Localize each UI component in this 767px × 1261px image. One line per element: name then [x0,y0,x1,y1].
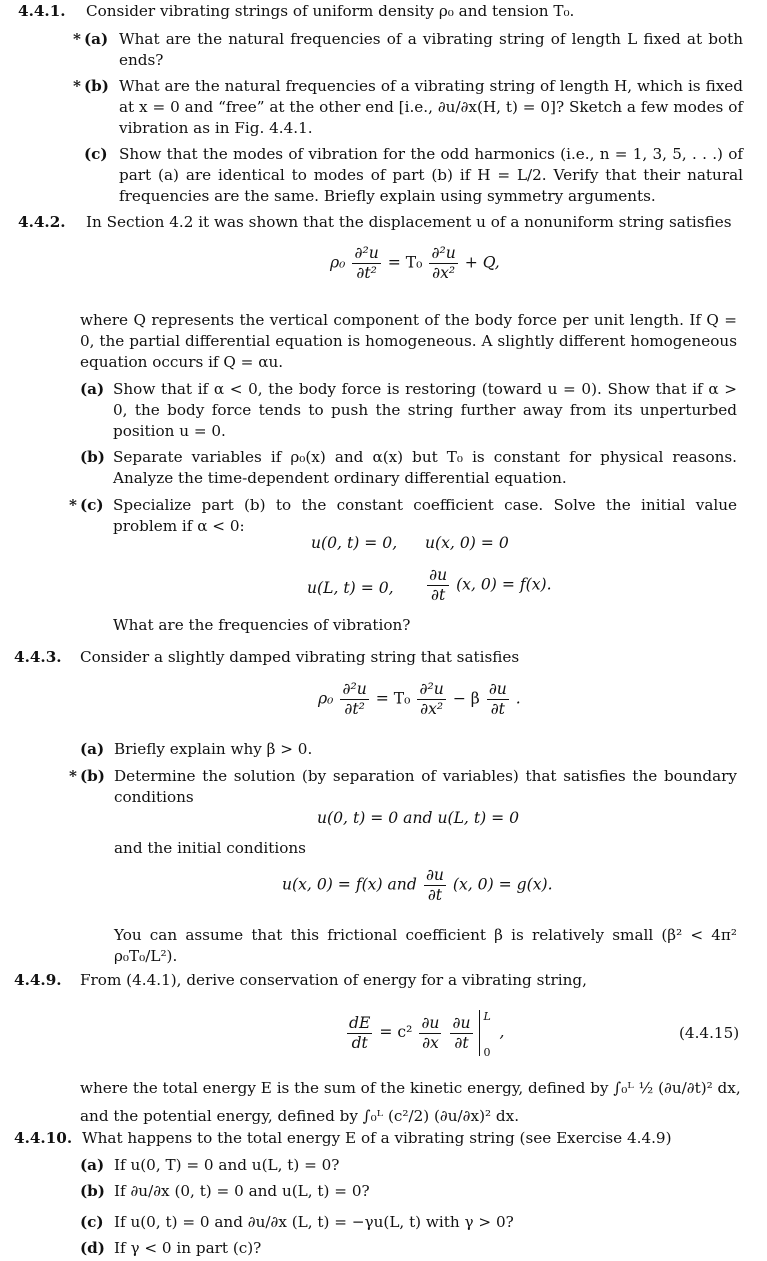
part-c-text: Specialize part (b) to the constant coefficient case. Solve the initial value problem if α < 0: [113,496,737,535]
damped-wave-equation: ρ₀ $\frac{\text{∂²u}}{\text{∂t²}}$ = T₀ $\frac{\text{∂²u}}{\text{∂x²}}$ − β $\frac{\partial u}{\partial t}$ . [318,680,521,718]
part-label: (a) [80,740,105,758]
part-a-text: What are the natural frequencies of a vibrating string of length L fixed at both ends? [119,30,743,69]
paragraph: and the potential energy, defined by ∫₀ᴸ (c²/2) (∂u/∂x)² dx. [80,1107,520,1125]
part-b-text: Separate variables if ρ₀(x) and α(x) but T₀ is constant for physical reasons. Analyze the time-dependent ordinary differential equation. [113,448,737,487]
part-label: (d) [80,1239,105,1257]
star-marker: * [69,496,77,514]
fraction: $\frac{\partial u}{\partial x}$ [421,1013,440,1052]
paragraph: and the initial conditions [114,839,306,857]
paragraph: What are the frequencies of vibration? [113,616,411,634]
initial-condition: u(x, 0) = 0 [425,534,509,552]
part-label: (b) [80,767,105,785]
part-label: (c) [84,145,108,163]
paragraph: where Q represents the vertical component of the body force per unit length. If Q = 0, the partial differential equation is homogeneous. A slightly different homogeneous equation occurs if Q = αu. [80,311,737,371]
exercise-intro: From (4.4.1), derive conservation of energy for a vibrating string, [80,971,587,989]
part-label: (a) [80,380,105,398]
boundary-condition: u(L, t) = 0, [307,579,394,597]
fraction: $\frac{\partial u}{\partial t}$ [452,1013,471,1052]
exercise-number: 4.4.1. [18,2,66,20]
fraction: $\frac{\partial u}{\partial t}$ [425,866,444,904]
exercise-intro: In Section 4.2 it was shown that the displacement u of a nonuniform string satisfies [86,213,732,231]
part-a-text: If u(0, T) = 0 and u(L, t) = 0? [114,1156,340,1174]
star-marker: * [73,77,81,95]
part-d-text: If γ < 0 in part (c)? [114,1239,262,1257]
equals: = T₀ [387,253,423,272]
equation-tail: + Q, [464,253,500,272]
fraction: $\frac{\text{∂²u}}{\text{∂t²}}$ [354,244,379,282]
energy-equation: $\frac{dE}{dt}$ = c² $\frac{\partial u}{\partial x}$ $\frac{\partial u}{\partial t}$ L 0 , [349,1010,505,1059]
part-label: (c) [80,1213,104,1231]
part-label: (b) [80,1182,105,1200]
star-marker: * [73,30,81,48]
exercise-number: 4.4.2. [18,213,66,231]
part-label: (a) [84,30,109,48]
star-marker: * [69,767,77,785]
fraction: $\frac{\text{∂²u}}{\text{∂x²}}$ [431,244,456,282]
exercise-number: 4.4.3. [14,648,62,666]
part-b-text: Determine the solution (by separation of variables) that satisfies the boundary conditions [114,767,737,806]
exercise-number: 4.4.10. [14,1129,73,1147]
wave-equation [330,244,500,283]
part-label: (b) [84,77,109,95]
exercise-intro: Consider vibrating strings of uniform density ρ₀ and tension T₀. [86,2,575,20]
fraction: $\frac{\partial u}{\partial t}$ [429,566,448,604]
exercise-number: 4.4.9. [14,971,62,989]
part-label: (b) [80,448,105,466]
part-b-text: What are the natural frequencies of a vibrating string of length H, which is fixed at x = 0 and “free” at the other end [i.e., ∂u/∂x(H, t) = 0]? Sketch a few modes of vibration as in Fig. 4.4.1. [119,77,743,137]
fraction: $\frac{\text{∂²u}}{\text{∂t²}}$ [342,680,367,718]
part-label: (a) [80,1156,105,1174]
exercise-intro: What happens to the total energy E of a vibrating string (see Exercise 4.4.9) [82,1129,672,1147]
exercise-intro: Consider a slightly damped vibrating string that satisfies [80,648,520,666]
initial-condition: $\frac{\partial u}{\partial t}$ (x, 0) = f(x). [429,566,552,604]
fraction: $\frac{dE}{dt}$ [349,1013,371,1052]
part-c-text: Show that the modes of vibration for the odd harmonics (i.e., n = 1, 3, 5, . . .) of part (a) are identical to modes of part (b) if H = L/2. Verify that their natural frequencies are the same. Briefly explain using symmetry arguments. [119,145,743,205]
part-a-text: Briefly explain why β > 0. [114,740,313,758]
initial-conditions: u(x, 0) = f(x) and $\frac{\partial u}{\partial t}$ (x, 0) = g(x). [282,866,553,904]
part-c-text: If u(0, t) = 0 and ∂u/∂x (L, t) = −γu(L, t) with γ > 0? [114,1213,514,1231]
equation-number: (4.4.15) [679,1024,740,1042]
part-a-text: Show that if α < 0, the body force is restoring (toward u = 0). Show that if α > 0, the body force tends to push the string further away from its unperturbed position u = 0. [113,380,737,440]
paragraph: where the total energy E is the sum of the kinetic energy, defined by ∫₀ᴸ ½ (∂u/∂t)² dx, [80,1079,741,1097]
boundary-conditions: u(0, t) = 0 and u(L, t) = 0 [317,809,520,827]
boundary-condition: u(0, t) = 0, [311,534,398,552]
fraction: $\frac{\partial u}{\partial t}$ [488,680,507,718]
evaluation-bar: L 0 [479,1010,494,1056]
part-b-text: If ∂u/∂x (0, t) = 0 and u(L, t) = 0? [114,1182,370,1200]
part-label: (c) [80,496,104,514]
coefficient: ρ₀ [330,253,346,272]
paragraph: You can assume that this frictional coefficient β is relatively small (β² < 4π² ρ₀T₀/L²). [114,926,737,965]
fraction: $\frac{\text{∂²u}}{\text{∂x²}}$ [419,680,444,718]
